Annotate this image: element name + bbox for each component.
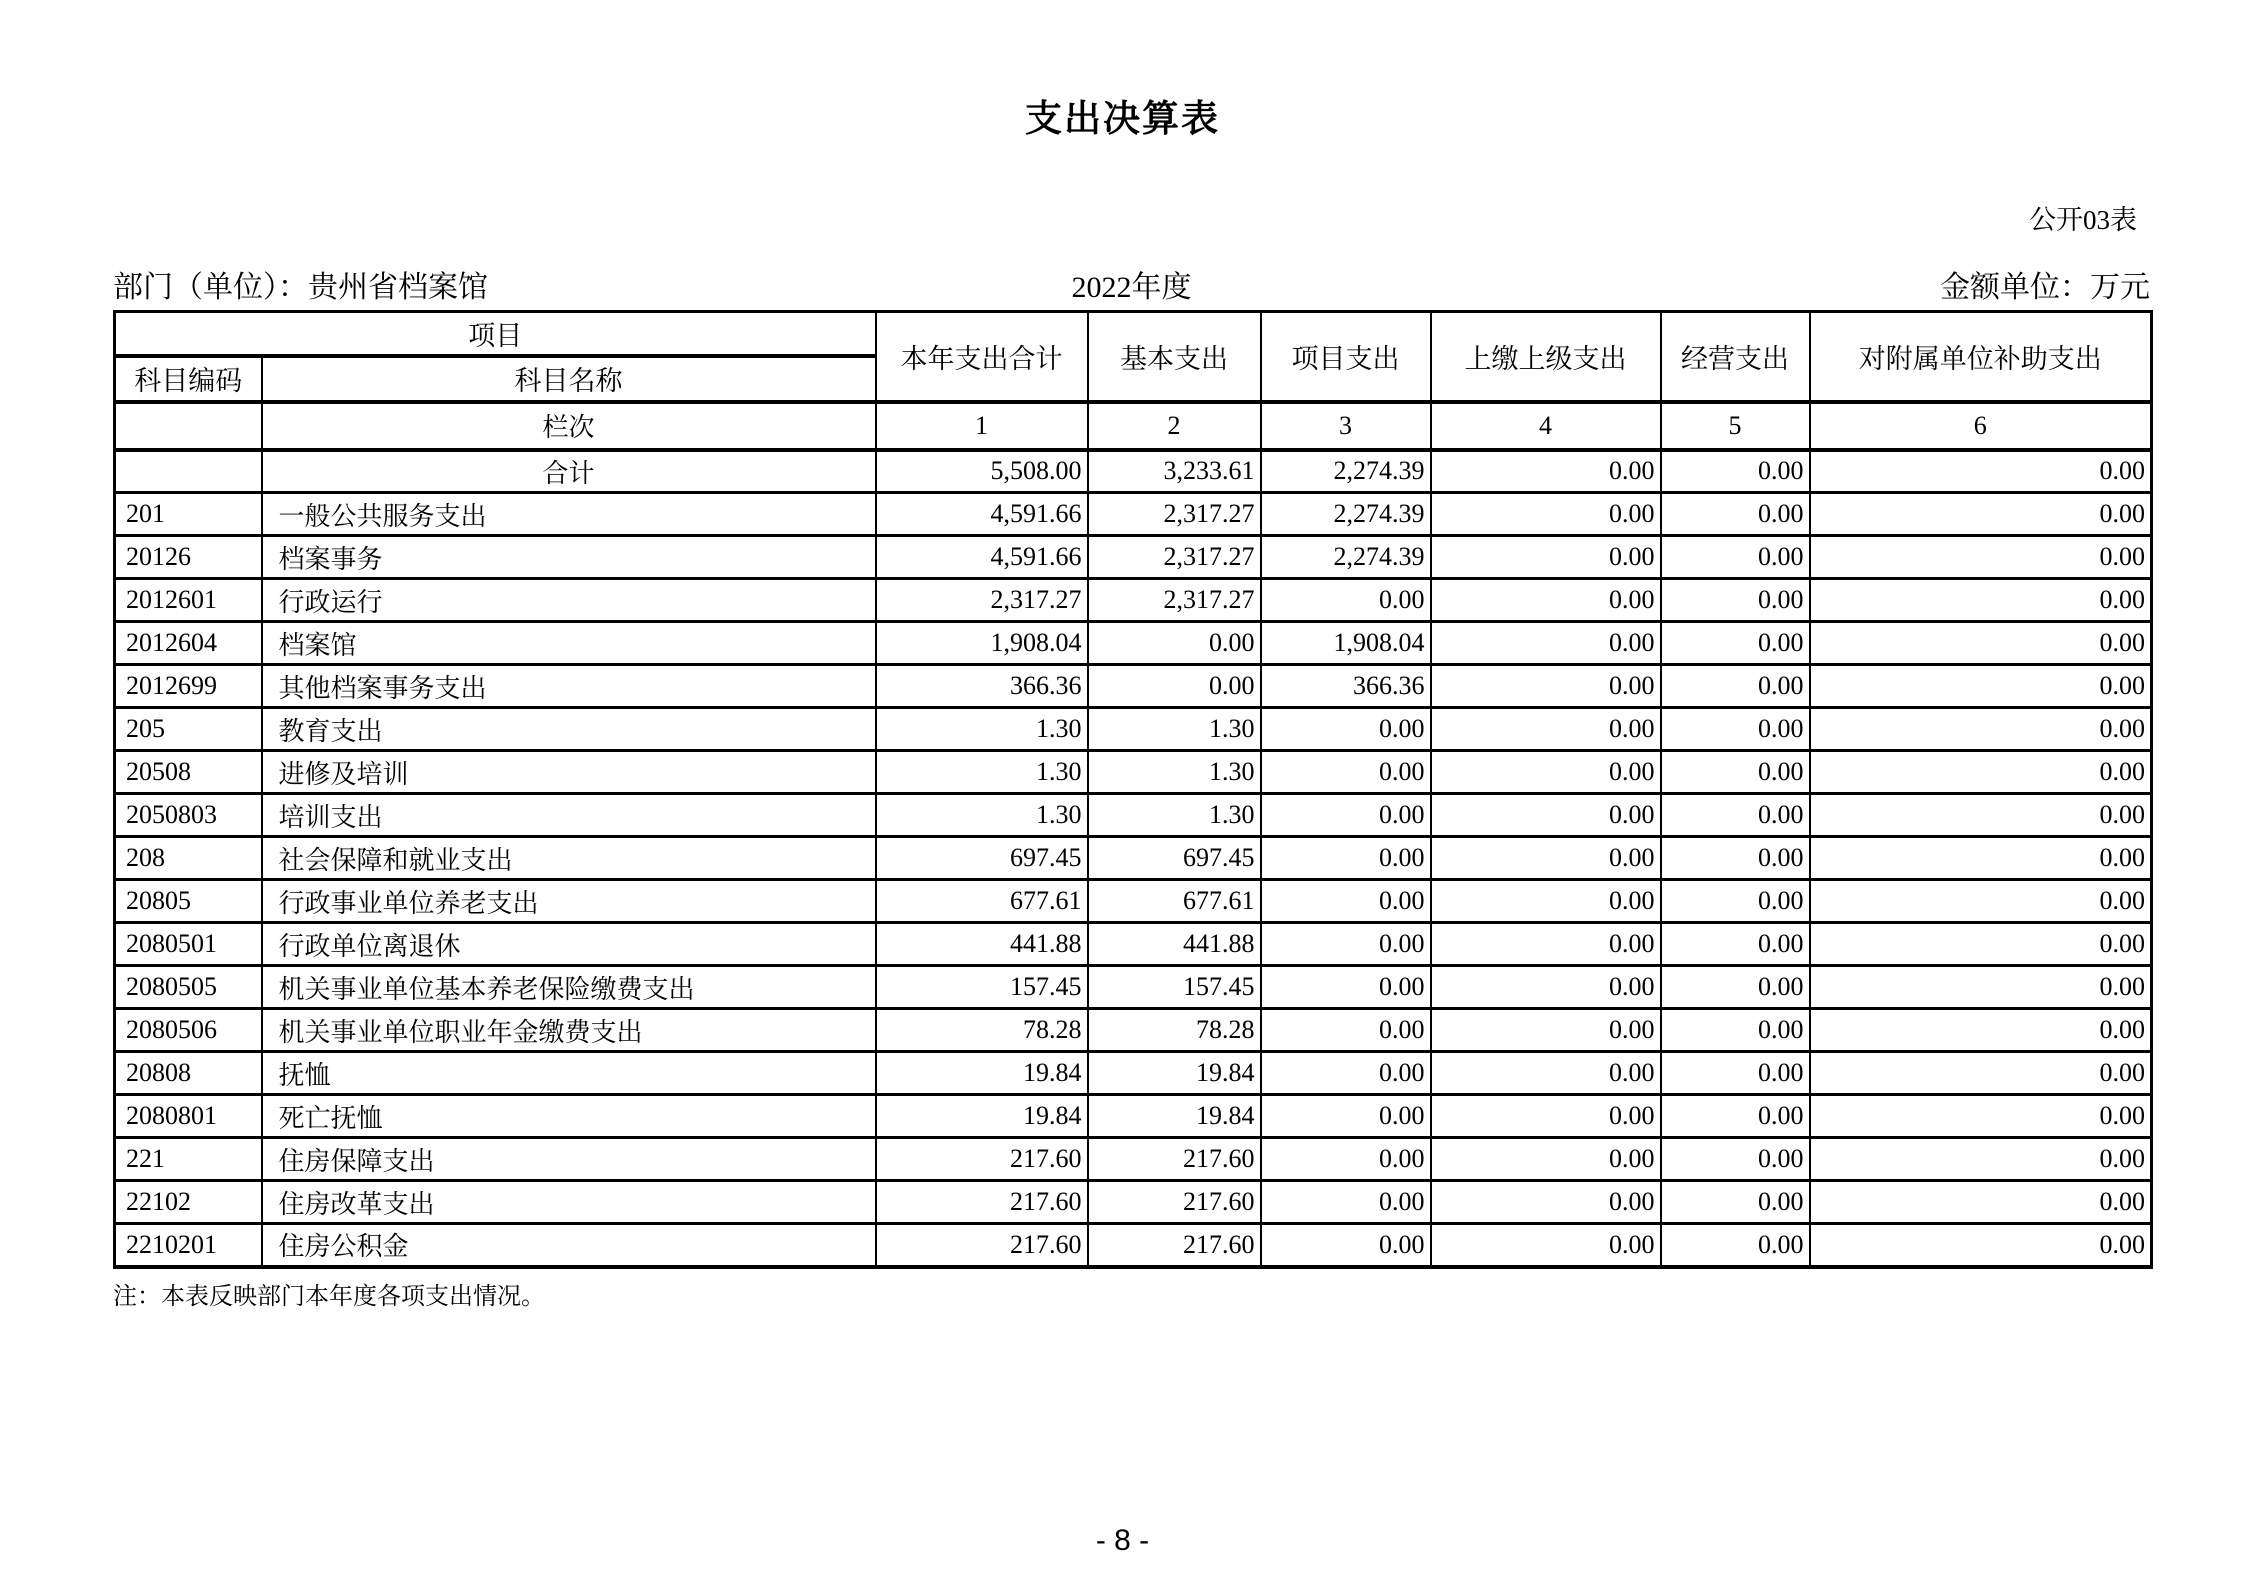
value-cell: 0.00 xyxy=(1661,1009,1810,1052)
value-cell: 0.00 xyxy=(1088,665,1261,708)
subject-name-cell: 行政单位离退休 xyxy=(262,923,876,966)
table-row xyxy=(115,579,2152,622)
value-cell: 0.00 xyxy=(1810,536,2152,579)
table-row xyxy=(115,1224,2152,1267)
value-cell: 0.00 xyxy=(1431,622,1661,665)
value-cell: 217.60 xyxy=(876,1181,1088,1224)
value-cell: 0.00 xyxy=(1661,1095,1810,1138)
header-subsidy-expenditure: 对附属单位补助支出 xyxy=(1810,312,2152,402)
value-cell: 0.00 xyxy=(1661,1224,1810,1267)
header-subject-code: 科目编码 xyxy=(115,356,262,402)
value-cell: 0.00 xyxy=(1810,1095,2152,1138)
value-cell: 2,274.39 xyxy=(1261,450,1431,493)
subject-code-cell: 20805 xyxy=(115,880,262,923)
value-cell: 0.00 xyxy=(1431,794,1661,837)
value-cell: 1.30 xyxy=(1088,751,1261,794)
table-row xyxy=(115,665,2152,708)
value-cell: 366.36 xyxy=(1261,665,1431,708)
value-cell: 2,274.39 xyxy=(1261,536,1431,579)
value-cell: 0.00 xyxy=(1261,1095,1431,1138)
value-cell: 0.00 xyxy=(1431,1095,1661,1138)
value-cell: 677.61 xyxy=(1088,880,1261,923)
table-row xyxy=(115,493,2152,536)
value-cell: 0.00 xyxy=(1661,837,1810,880)
column-index-3: 3 xyxy=(1261,402,1431,450)
value-cell: 0.00 xyxy=(1261,837,1431,880)
subject-code-cell: 20508 xyxy=(115,751,262,794)
subject-name-cell: 行政事业单位养老支出 xyxy=(262,880,876,923)
subject-code-cell: 2012604 xyxy=(115,622,262,665)
value-cell: 0.00 xyxy=(1661,1052,1810,1095)
column-index-row xyxy=(115,402,2152,450)
value-cell: 0.00 xyxy=(1810,450,2152,493)
subject-code-cell: 20808 xyxy=(115,1052,262,1095)
value-cell: 0.00 xyxy=(1431,880,1661,923)
expenditure-table xyxy=(113,310,2153,1269)
value-cell: 0.00 xyxy=(1810,966,2152,1009)
subject-code-cell: 2210201 xyxy=(115,1224,262,1267)
subject-name-cell: 社会保障和就业支出 xyxy=(262,837,876,880)
table-row xyxy=(115,1052,2152,1095)
subject-code-cell: 2012699 xyxy=(115,665,262,708)
value-cell: 1.30 xyxy=(876,708,1088,751)
subject-code-cell: 221 xyxy=(115,1138,262,1181)
table-row xyxy=(115,923,2152,966)
table-row xyxy=(115,450,2152,493)
value-cell: 0.00 xyxy=(1661,923,1810,966)
value-cell: 0.00 xyxy=(1431,1138,1661,1181)
value-cell: 697.45 xyxy=(876,837,1088,880)
value-cell: 217.60 xyxy=(876,1224,1088,1267)
value-cell: 0.00 xyxy=(1810,1138,2152,1181)
table-row xyxy=(115,1095,2152,1138)
fiscal-year-label: 2022年度 xyxy=(1071,271,1192,304)
table-row xyxy=(115,751,2152,794)
table-note: 注：本表反映部门本年度各项支出情况。 xyxy=(113,1284,545,1310)
value-cell: 0.00 xyxy=(1431,708,1661,751)
value-cell: 0.00 xyxy=(1810,1009,2152,1052)
column-index-2: 2 xyxy=(1088,402,1261,450)
value-cell: 0.00 xyxy=(1261,1052,1431,1095)
value-cell: 0.00 xyxy=(1661,966,1810,1009)
value-cell: 0.00 xyxy=(1661,622,1810,665)
value-cell: 1.30 xyxy=(1088,794,1261,837)
value-cell: 0.00 xyxy=(1088,622,1261,665)
value-cell: 4,591.66 xyxy=(876,493,1088,536)
subject-code-cell: 201 xyxy=(115,493,262,536)
subject-name-cell: 住房公积金 xyxy=(262,1224,876,1267)
table-row xyxy=(115,536,2152,579)
value-cell: 0.00 xyxy=(1661,708,1810,751)
value-cell: 0.00 xyxy=(1661,1138,1810,1181)
value-cell: 1.30 xyxy=(876,794,1088,837)
value-cell: 0.00 xyxy=(1431,450,1661,493)
value-cell: 78.28 xyxy=(1088,1009,1261,1052)
value-cell: 0.00 xyxy=(1431,665,1661,708)
subject-name-cell: 培训支出 xyxy=(262,794,876,837)
value-cell: 0.00 xyxy=(1431,579,1661,622)
value-cell: 0.00 xyxy=(1810,665,2152,708)
value-cell: 0.00 xyxy=(1661,493,1810,536)
value-cell: 0.00 xyxy=(1810,751,2152,794)
value-cell: 0.00 xyxy=(1261,751,1431,794)
meta-row xyxy=(113,266,2150,306)
subject-name-cell: 档案事务 xyxy=(262,536,876,579)
value-cell: 0.00 xyxy=(1661,536,1810,579)
table-row xyxy=(115,1138,2152,1181)
subject-name-cell: 档案馆 xyxy=(262,622,876,665)
value-cell: 0.00 xyxy=(1661,880,1810,923)
page-title: 支出决算表 xyxy=(1025,99,1220,140)
value-cell: 0.00 xyxy=(1261,1138,1431,1181)
subject-name-cell: 死亡抚恤 xyxy=(262,1095,876,1138)
value-cell: 217.60 xyxy=(1088,1138,1261,1181)
header-row-1 xyxy=(115,312,2152,356)
subject-code-cell: 2080801 xyxy=(115,1095,262,1138)
value-cell: 2,317.27 xyxy=(1088,579,1261,622)
value-cell: 0.00 xyxy=(1661,1181,1810,1224)
column-index-4: 4 xyxy=(1431,402,1661,450)
subject-code-cell xyxy=(115,450,262,493)
value-cell: 0.00 xyxy=(1661,665,1810,708)
subject-name-cell: 教育支出 xyxy=(262,708,876,751)
header-project-expenditure: 项目支出 xyxy=(1261,312,1431,402)
value-cell: 157.45 xyxy=(876,966,1088,1009)
value-cell: 0.00 xyxy=(1431,1009,1661,1052)
value-cell: 0.00 xyxy=(1810,622,2152,665)
value-cell: 0.00 xyxy=(1261,794,1431,837)
subject-code-cell: 2080506 xyxy=(115,1009,262,1052)
value-cell: 441.88 xyxy=(876,923,1088,966)
page-number: - 8 - xyxy=(1095,1524,1150,1557)
value-cell: 217.60 xyxy=(1088,1224,1261,1267)
value-cell: 0.00 xyxy=(1810,923,2152,966)
value-cell: 0.00 xyxy=(1261,923,1431,966)
subject-code-cell: 20126 xyxy=(115,536,262,579)
value-cell: 0.00 xyxy=(1261,966,1431,1009)
subject-name-cell: 机关事业单位职业年金缴费支出 xyxy=(262,1009,876,1052)
table-code-label: 公开03表 xyxy=(2029,205,2137,235)
value-cell: 0.00 xyxy=(1810,837,2152,880)
subject-name-cell: 抚恤 xyxy=(262,1052,876,1095)
value-cell: 0.00 xyxy=(1661,579,1810,622)
value-cell: 19.84 xyxy=(876,1095,1088,1138)
value-cell: 0.00 xyxy=(1810,708,2152,751)
value-cell: 0.00 xyxy=(1261,1181,1431,1224)
table-row xyxy=(115,966,2152,1009)
value-cell: 0.00 xyxy=(1261,579,1431,622)
value-cell: 0.00 xyxy=(1810,493,2152,536)
value-cell: 19.84 xyxy=(876,1052,1088,1095)
value-cell: 0.00 xyxy=(1810,1052,2152,1095)
subject-name-cell: 机关事业单位基本养老保险缴费支出 xyxy=(262,966,876,1009)
table-body xyxy=(115,450,2152,1267)
subject-code-cell: 2050803 xyxy=(115,794,262,837)
value-cell: 0.00 xyxy=(1431,1052,1661,1095)
value-cell: 1.30 xyxy=(1088,708,1261,751)
value-cell: 1,908.04 xyxy=(876,622,1088,665)
column-index-label: 栏次 xyxy=(262,402,876,450)
value-cell: 5,508.00 xyxy=(876,450,1088,493)
value-cell: 0.00 xyxy=(1431,966,1661,1009)
value-cell: 441.88 xyxy=(1088,923,1261,966)
column-index-6: 6 xyxy=(1810,402,2152,450)
value-cell: 366.36 xyxy=(876,665,1088,708)
value-cell: 0.00 xyxy=(1431,536,1661,579)
value-cell: 1.30 xyxy=(876,751,1088,794)
header-total-expenditure: 本年支出合计 xyxy=(876,312,1088,402)
value-cell: 0.00 xyxy=(1431,493,1661,536)
table-row xyxy=(115,1009,2152,1052)
value-cell: 0.00 xyxy=(1431,837,1661,880)
column-index-empty-cell xyxy=(115,402,262,450)
value-cell: 217.60 xyxy=(876,1138,1088,1181)
value-cell: 78.28 xyxy=(876,1009,1088,1052)
value-cell: 217.60 xyxy=(1088,1181,1261,1224)
subject-code-cell: 2080505 xyxy=(115,966,262,1009)
table-row xyxy=(115,794,2152,837)
value-cell: 0.00 xyxy=(1810,880,2152,923)
table-row xyxy=(115,880,2152,923)
table-row xyxy=(115,1181,2152,1224)
table-row xyxy=(115,622,2152,665)
header-operating-expenditure: 经营支出 xyxy=(1661,312,1810,402)
value-cell: 0.00 xyxy=(1261,1009,1431,1052)
column-index-5: 5 xyxy=(1661,402,1810,450)
table-row xyxy=(115,837,2152,880)
subject-code-cell: 2012601 xyxy=(115,579,262,622)
value-cell: 19.84 xyxy=(1088,1095,1261,1138)
header-project-group: 项目 xyxy=(115,312,876,356)
value-cell: 697.45 xyxy=(1088,837,1261,880)
value-cell: 0.00 xyxy=(1810,1181,2152,1224)
value-cell: 0.00 xyxy=(1810,579,2152,622)
value-cell: 0.00 xyxy=(1661,450,1810,493)
value-cell: 0.00 xyxy=(1810,794,2152,837)
value-cell: 157.45 xyxy=(1088,966,1261,1009)
value-cell: 0.00 xyxy=(1431,1181,1661,1224)
value-cell: 0.00 xyxy=(1661,751,1810,794)
subject-name-cell: 行政运行 xyxy=(262,579,876,622)
table-row xyxy=(115,708,2152,751)
value-cell: 0.00 xyxy=(1261,1224,1431,1267)
subject-name-cell: 进修及培训 xyxy=(262,751,876,794)
value-cell: 0.00 xyxy=(1261,708,1431,751)
value-cell: 4,591.66 xyxy=(876,536,1088,579)
value-cell: 0.00 xyxy=(1261,880,1431,923)
subject-code-cell: 205 xyxy=(115,708,262,751)
value-cell: 1,908.04 xyxy=(1261,622,1431,665)
value-cell: 19.84 xyxy=(1088,1052,1261,1095)
subject-name-cell: 一般公共服务支出 xyxy=(262,493,876,536)
subject-name-cell: 合计 xyxy=(262,450,876,493)
amount-unit-label: 金额单位：万元 xyxy=(1940,271,2150,304)
value-cell: 2,317.27 xyxy=(1088,536,1261,579)
subject-code-cell: 2080501 xyxy=(115,923,262,966)
subject-name-cell: 其他档案事务支出 xyxy=(262,665,876,708)
subject-name-cell: 住房保障支出 xyxy=(262,1138,876,1181)
value-cell: 0.00 xyxy=(1431,1224,1661,1267)
value-cell: 0.00 xyxy=(1810,1224,2152,1267)
subject-code-cell: 22102 xyxy=(115,1181,262,1224)
value-cell: 677.61 xyxy=(876,880,1088,923)
header-basic-expenditure: 基本支出 xyxy=(1088,312,1261,402)
value-cell: 0.00 xyxy=(1431,923,1661,966)
value-cell: 3,233.61 xyxy=(1088,450,1261,493)
value-cell: 2,274.39 xyxy=(1261,493,1431,536)
department-label: 部门（单位）：贵州省档案馆 xyxy=(113,271,488,304)
subject-code-cell: 208 xyxy=(115,837,262,880)
column-index-1: 1 xyxy=(876,402,1088,450)
header-subject-name: 科目名称 xyxy=(262,356,876,402)
value-cell: 2,317.27 xyxy=(1088,493,1261,536)
value-cell: 0.00 xyxy=(1661,794,1810,837)
value-cell: 0.00 xyxy=(1431,751,1661,794)
header-upturned-expenditure: 上缴上级支出 xyxy=(1431,312,1661,402)
subject-name-cell: 住房改革支出 xyxy=(262,1181,876,1224)
value-cell: 2,317.27 xyxy=(876,579,1088,622)
